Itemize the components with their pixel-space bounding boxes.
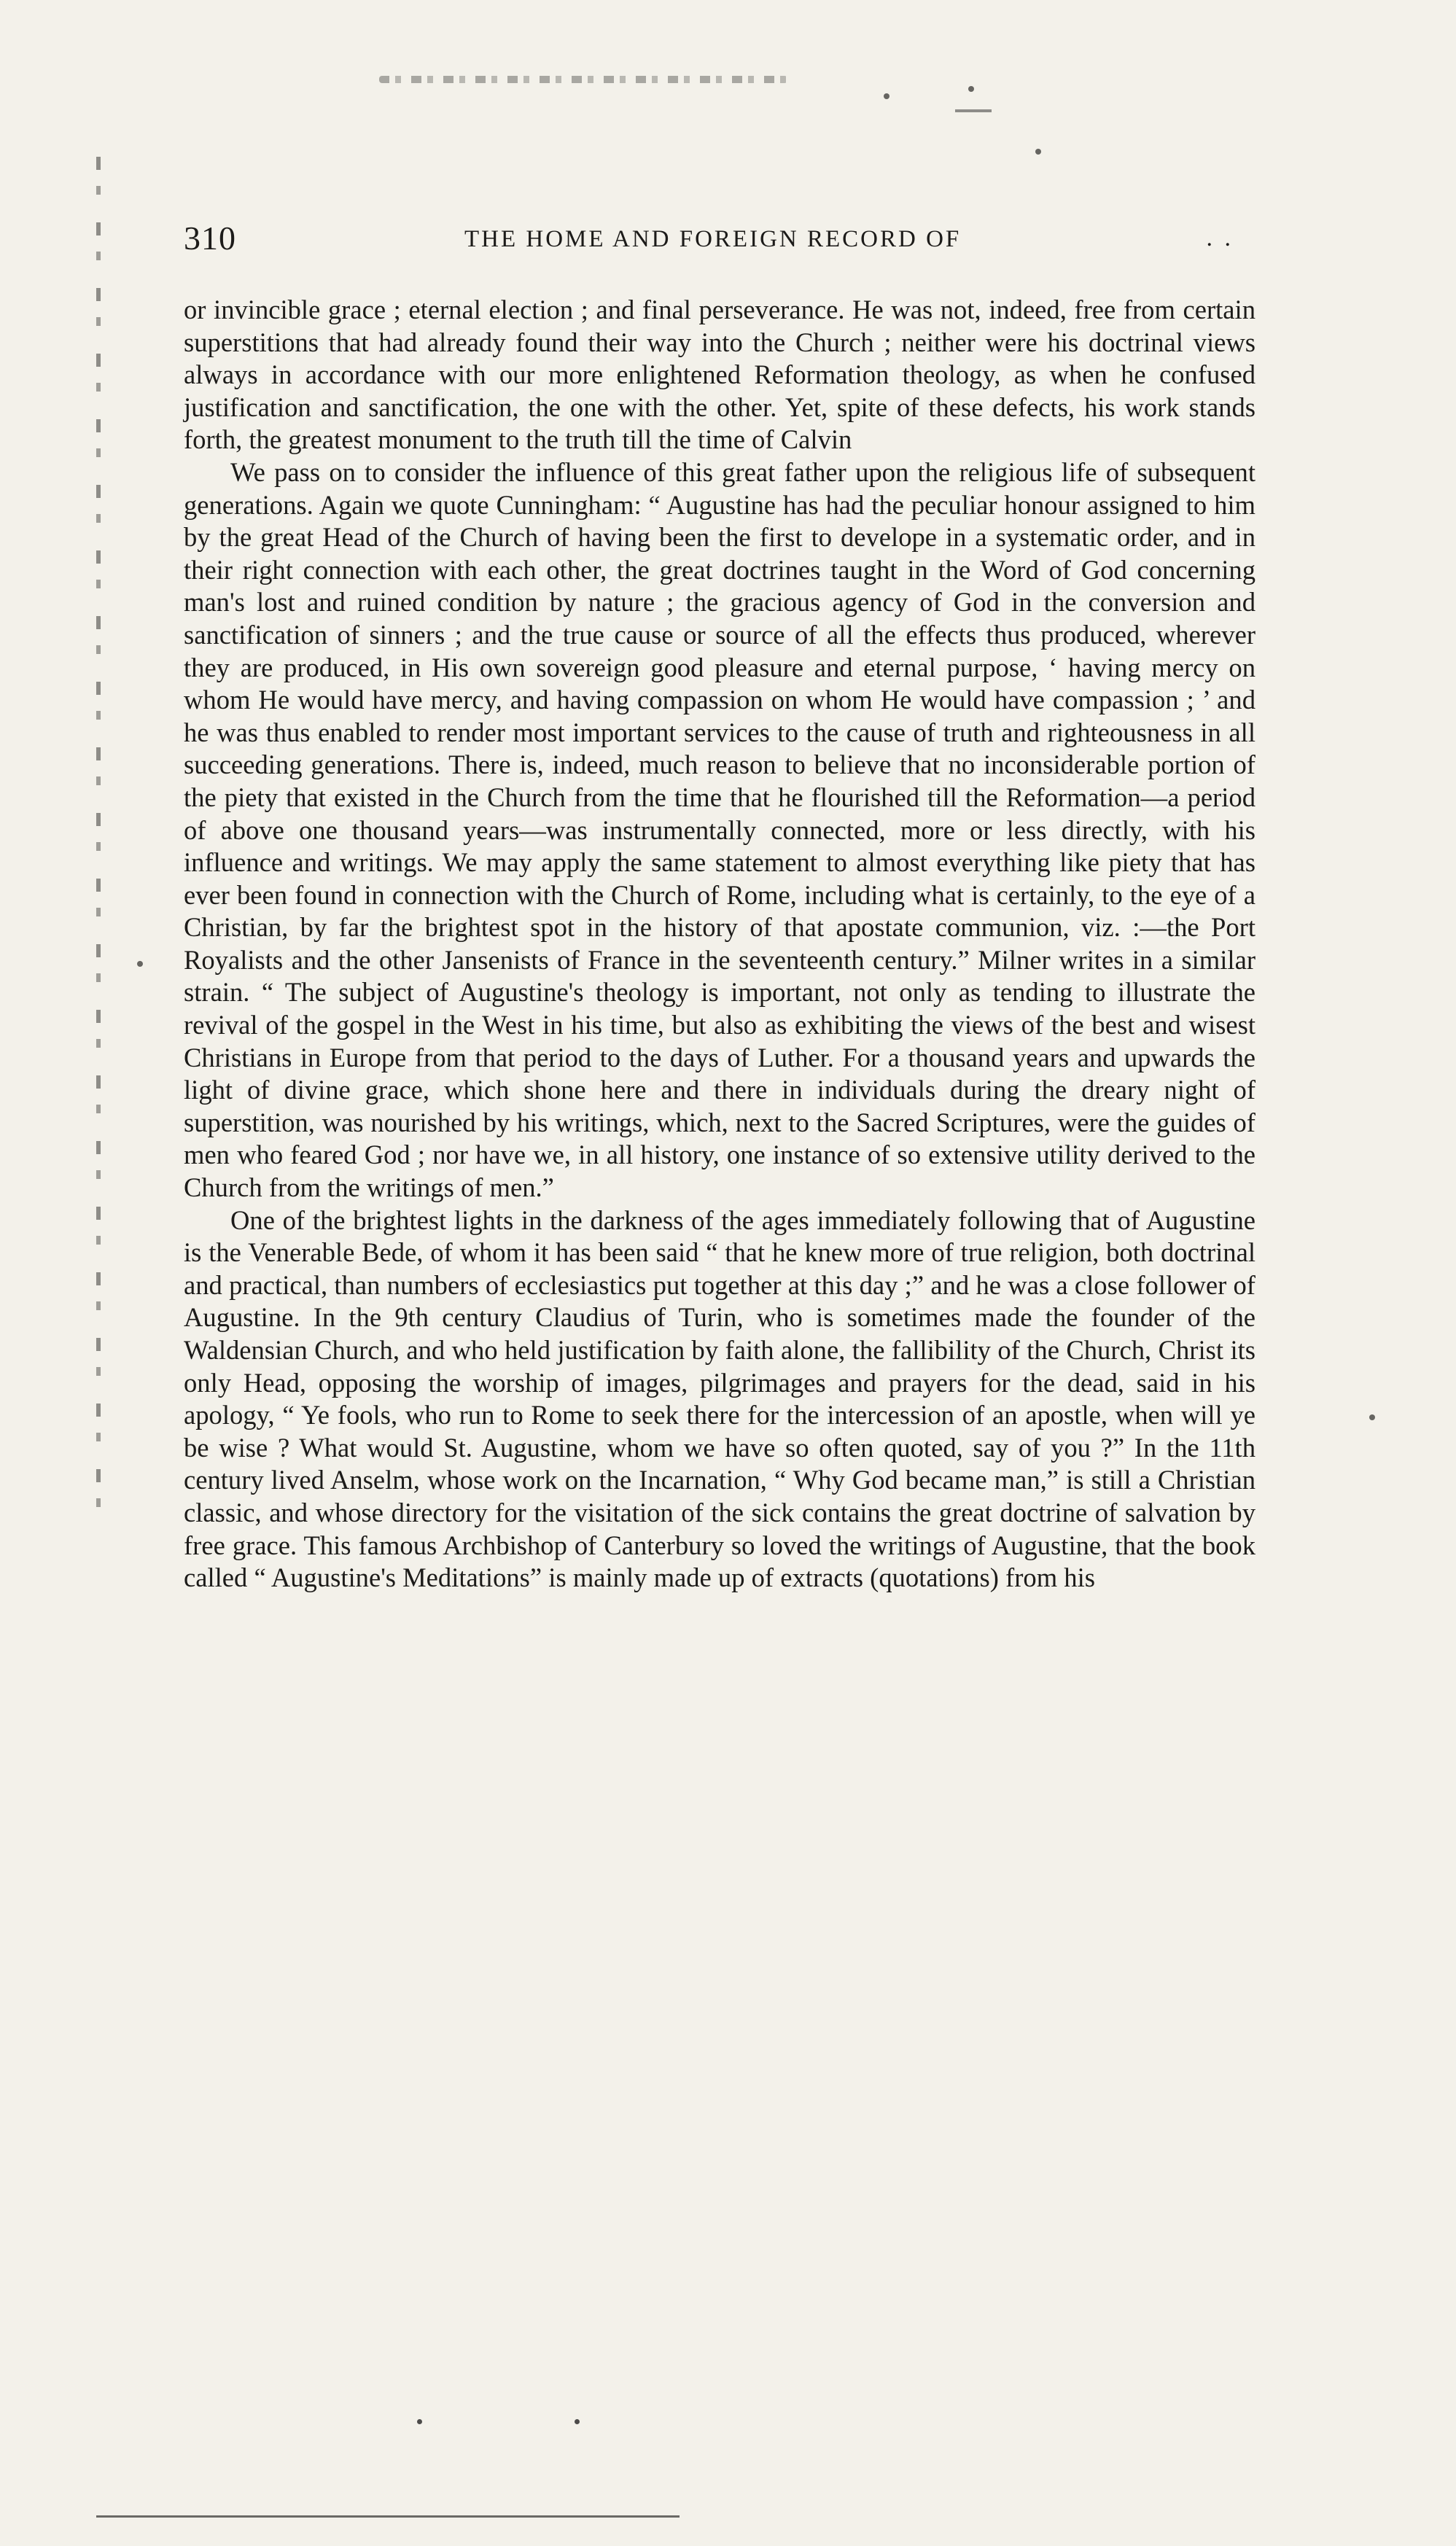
paragraph-2: We pass on to consider the influence of this great father upon the religious life of subsequent generations. Again we quote Cunningham: “ Augustine has had the peculiar honour assigned to him by the great Head of the Church of having been the first to develope in a systematic order, and in their right connection with each other, the great doctrines taught in the Word of God concerning man's lost and ruined condition by nature ; the gracious agency of God in the conversion and sanctification of sinners ; and the true cause or source of all the effects thus produced, wherever they are produced, in His own sovereign good pleasure and eternal purpose, ‘ having mercy on whom He would have mercy, and having compassion on whom He would have compassion ; ’ and he was thus enabled to render most important services to the cause of truth and righteousness in all succeeding generations. There is, indeed, much reason to believe that no inconsiderable portion of the piety that existed in the Church from the time that he flourished till the Reformation—a period of above one thousand years—was instrumentally connected, more or less directly, with his influence and writings. We may apply the same statement to almost everything like piety that has ever been found in connection with the Church of Rome, including what is certainly, to the eye of a Christian, by far the brightest spot in the history of that apostate communion, viz. :—the Port Royalists and the other Jansenists of France in the seventeenth century.” Milner writes in a similar strain. “ The subject of Augustine's theology is important, not only as tending to illustrate the revival of the gospel in the West in his time, but also as exhibiting the views of the best and wisest Christians in Europe from that period to the days of Luther. For a thousand years and upwards the light of divine grace, which shone here and there in individuals during the dreary night of superstition, was nourished by his writings, which, next to the Sacred Scriptures, were the guides of men who feared God ; nor have we, in all history, one instance of so extensive utility derived to the Church from the writings of men.” [184,456,1255,1203]
scan-speck [417,2419,422,2424]
scan-speck [575,2419,580,2424]
scan-speck [137,961,143,967]
page-number: 310 [184,219,236,257]
article-body [184,294,1255,1595]
paragraph-3: One of the brightest lights in the darkness of the ages immediately following that of Augustine is the Venerable Bede, of whom it has been said “ that he knew more of true religion, both doctrinal and practical, than numbers of ecclesiastics put together at this day ;” and he was a close follower of Augustine. In the 9th century Claudius of Turin, who is sometimes made the founder of the Waldensian Church, and who held justification by faith alone, the fallibility of the Church, Christ its only Head, opposing the worship of images, pilgrimages and prayers for the dead, said in his apology, “ Ye fools, who run to Rome to seek there for the intercession of an apostle, when will ye be wise ? What would St. Augustine, whom we have so often quoted, say of you ?” In the 11th century lived Anselm, whose work on the Incarnation, “ Why God became man,” is still a Christian classic, and whose directory for the visitation of the sick contains the great doctrine of salvation by free grace. This famous Archbishop of Canterbury so loved the writings of Augustine, that the book called “ Augustine's Meditations” is mainly made up of extracts (quotations) from his [184,1204,1255,1593]
scan-speck [1369,1414,1375,1420]
scan-bottom-rule [96,2515,680,2518]
scan-speck [968,86,974,92]
page-header [184,219,1248,262]
scan-speck [884,93,889,99]
scan-mark [955,109,992,112]
binding-edge [96,157,101,1513]
header-mark: . . [1206,225,1234,252]
paragraph-1: or invincible grace ; eternal election ; and final perseverance. He was not, indeed, free from certain superstitions that had already found their way into the Church ; neither were his doctrinal views always in accordance with our more enlightened Reformation theology, as when he confused justification and sanctification, the one with the other. Yet, spite of these defects, his work stands forth, the greatest monument to the truth till the time of Calvin [184,295,1255,455]
scan-smudge [379,76,787,83]
scan-speck [1035,149,1041,155]
running-title: THE HOME AND FOREIGN RECORD OF [464,226,962,252]
